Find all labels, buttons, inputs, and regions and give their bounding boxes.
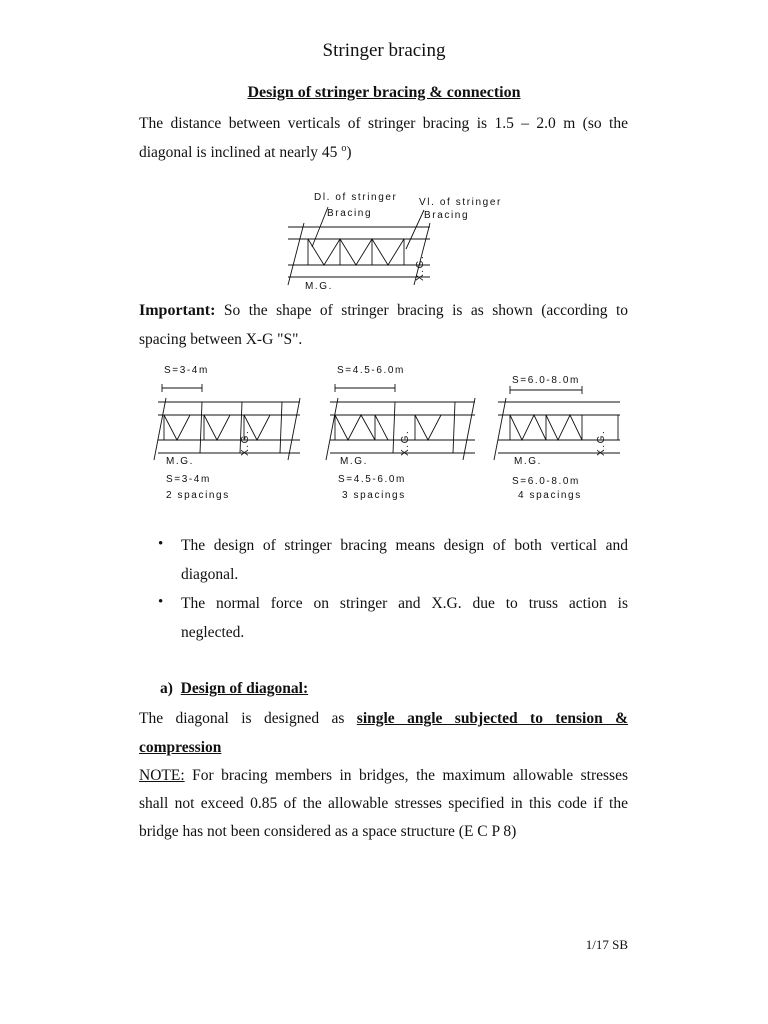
case-1-spacings: 2 spacings [166, 490, 230, 501]
case-3-top-label: S=6.0-8.0m [512, 375, 580, 386]
section-a-heading [160, 680, 308, 698]
case-2-spacings: 3 spacings [342, 490, 406, 501]
case-figure-1 [154, 365, 300, 501]
case-3-xg: X.G. [596, 429, 607, 456]
section-subtitle: Design of stringer bracing & connection [247, 84, 521, 101]
bullet-1-marker: • [158, 536, 164, 552]
intro-line-2-end: ) [346, 144, 352, 161]
page-footer: 1/17 SB [585, 937, 628, 952]
case-3-spacings: 4 spacings [518, 490, 582, 501]
diagonal-emphasis-2: compression [139, 739, 222, 756]
page-title: Stringer bracing [322, 40, 446, 61]
diagonal-text-1: The diagonal is designed as [139, 710, 345, 727]
label-diagonal-1: Dl. of stringer [314, 192, 398, 203]
important-text-1: So the shape of stringer bracing is as shown (according to [215, 302, 628, 319]
case-2-s-label: S=4.5-6.0m [338, 474, 406, 485]
case-figure-3 [494, 375, 620, 501]
intro-line-1: The distance between verticals of stringer bracing is 1.5 – 2.0 m (so the [139, 115, 628, 132]
bullet-1-line-1: The design of stringer bracing means design of both vertical and [181, 537, 628, 554]
main-frame [288, 223, 430, 285]
degree-superscript: o [341, 142, 347, 154]
label-vertical-2: Bracing [424, 210, 470, 221]
note-text-1: For bracing members in bridges, the maximum allowable stresses [184, 767, 628, 784]
case-2-mg: M.G. [340, 456, 369, 467]
case-3-s-label: S=6.0-8.0m [512, 476, 580, 487]
bullet-2-marker: • [158, 594, 164, 610]
leader-vertical [406, 210, 424, 249]
note-line-3: bridge has not been considered as a space structure (E C P 8) [139, 823, 517, 840]
section-a-title: Design of diagonal: [180, 680, 309, 697]
bullet-1-line-2: diagonal. [181, 566, 239, 583]
diagonal-emphasis: single angle subjected to tension & [356, 710, 629, 727]
bullet-2-line-1: The normal force on stringer and X.G. due to truss action is [181, 595, 628, 612]
important-label: Important: [139, 302, 216, 319]
case-2-top-label: S=4.5-6.0m [337, 365, 405, 376]
case-1-xg: X.G. [240, 429, 251, 456]
case-1-top-label: S=3-4m [164, 365, 209, 376]
case-figures [150, 360, 620, 505]
case-1-s-label: S=3-4m [166, 474, 211, 485]
case-3-mg: M.G. [514, 456, 543, 467]
case-2-xg: X.G. [400, 429, 411, 456]
important-line-2: spacing between X-G "S". [139, 331, 303, 348]
intro-line-2-text: diagonal is inclined at nearly 45 [139, 144, 338, 161]
section-a-label: a) [160, 680, 173, 697]
label-vertical-1: Vl. of stringer [419, 197, 502, 208]
bullet-2-line-2: neglected. [181, 624, 245, 641]
main-bracing-figure [280, 185, 520, 295]
note-line-2: shall not exceed 0.85 of the allowable stresses specified in this code if the [139, 795, 628, 812]
note-label: NOTE: [139, 767, 185, 784]
note-line-1 [139, 761, 628, 790]
case-figure-2 [326, 365, 475, 501]
case-1-mg: M.G. [166, 456, 195, 467]
diagonal-line-2 [139, 733, 628, 762]
intro-line-2 [139, 138, 628, 167]
important-line-1 [139, 296, 628, 325]
label-mg: M.G. [305, 281, 334, 292]
diagonal-line-1 [139, 704, 628, 733]
label-xg: X.G. [415, 254, 426, 281]
label-diagonal-2: Bracing [327, 208, 373, 219]
